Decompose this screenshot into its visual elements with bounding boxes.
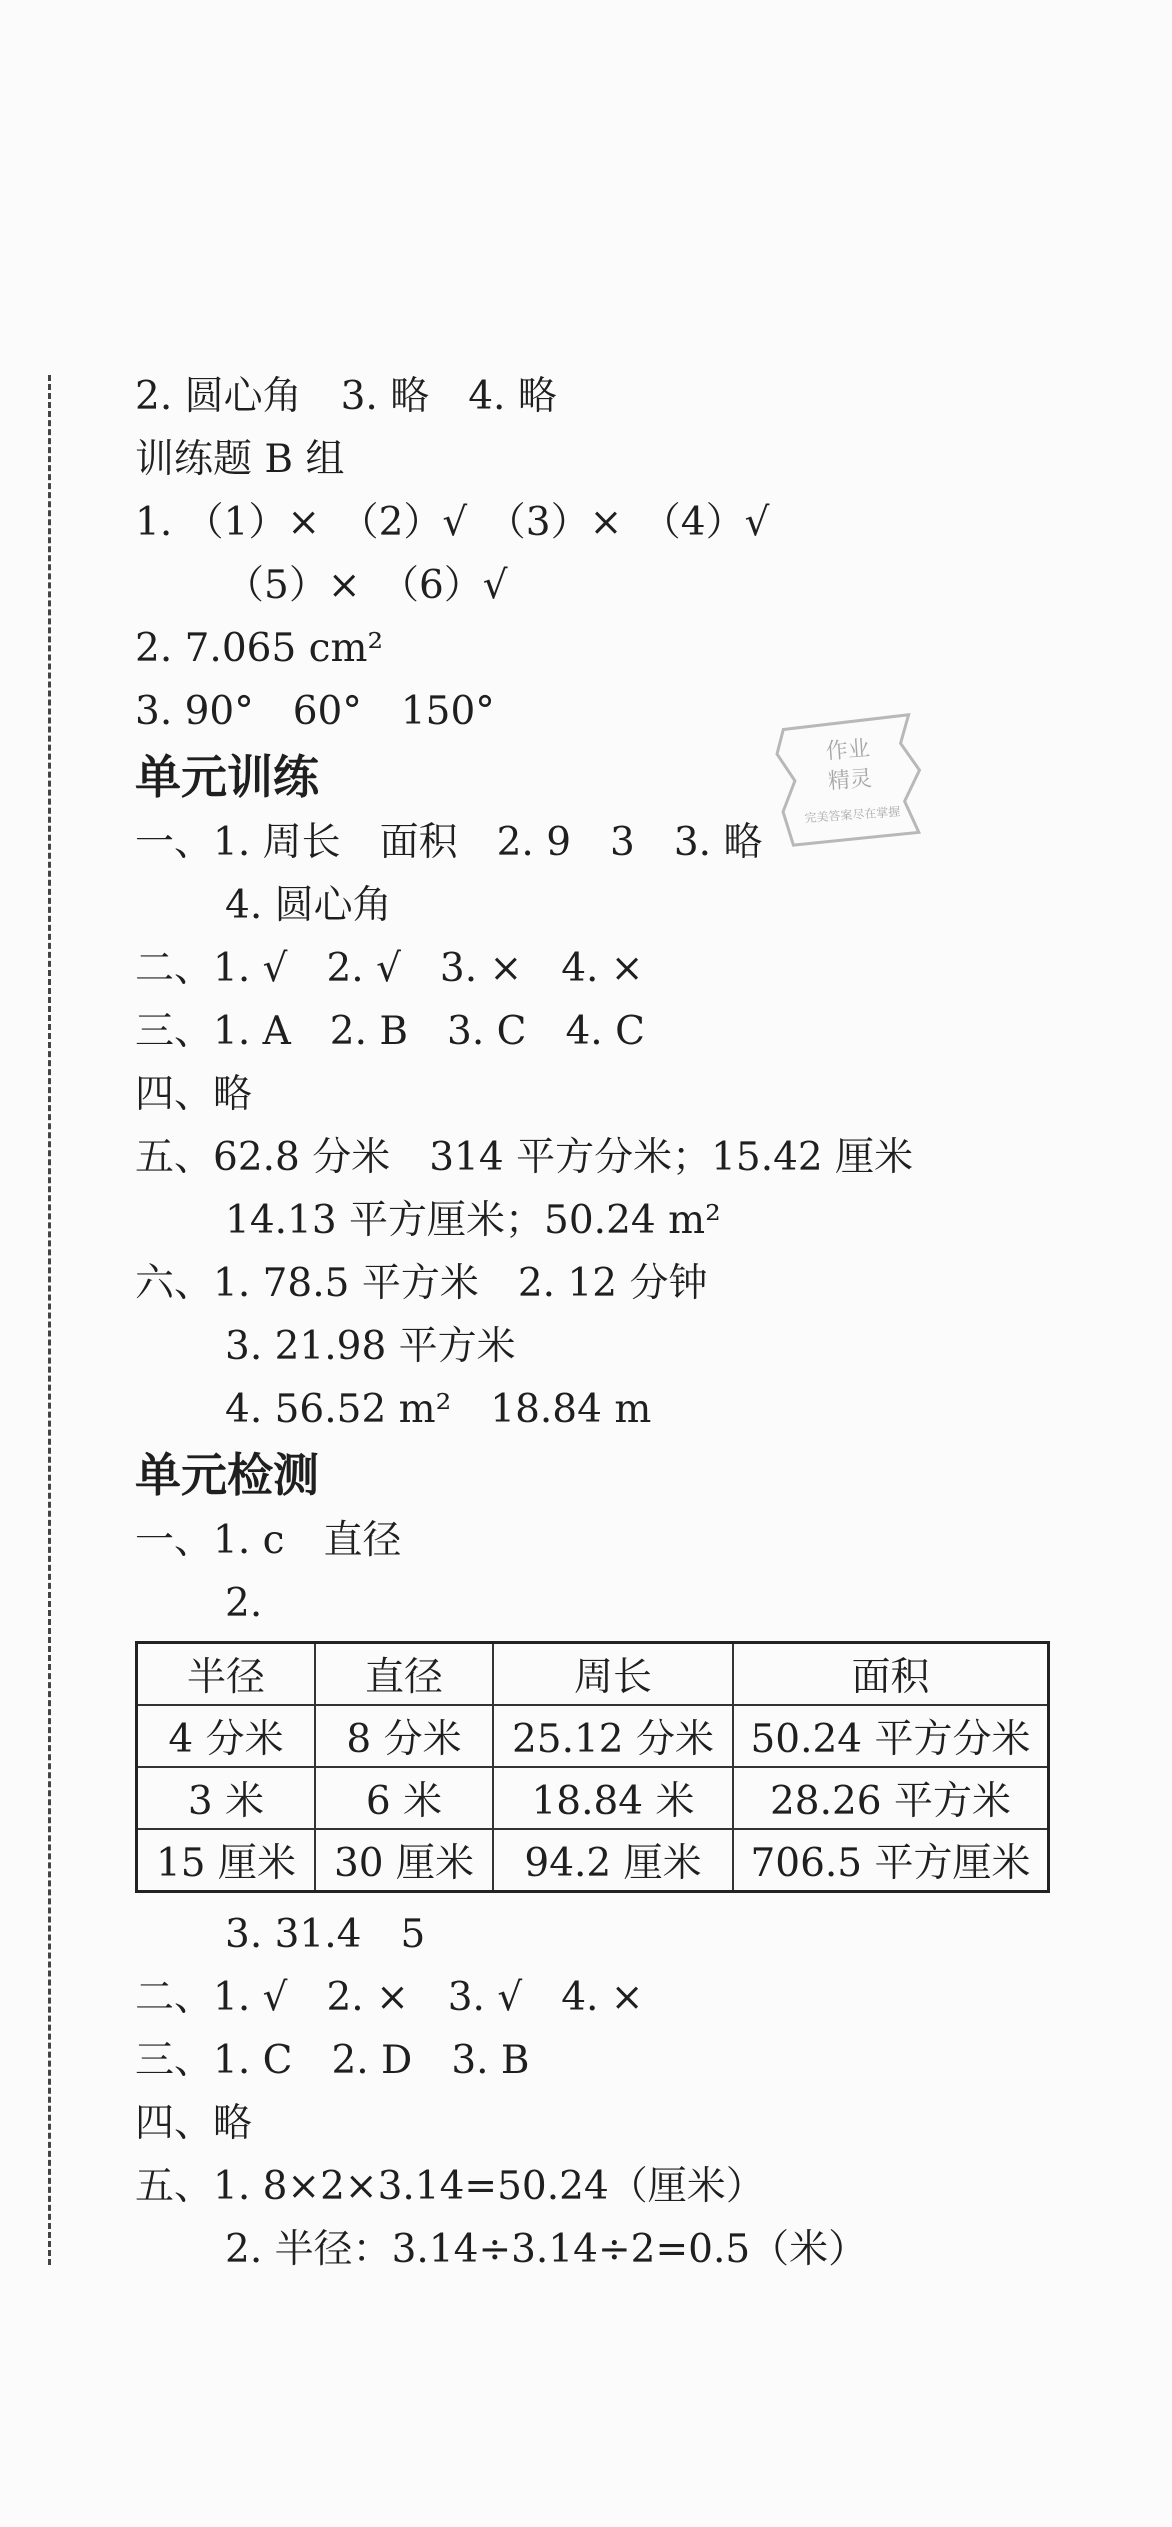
- answer-line: 四、略: [135, 1072, 253, 1117]
- answer-line: 一、1. c 直径: [135, 1518, 402, 1563]
- table-cell: 15 厘米: [137, 1829, 316, 1892]
- watermark-stamp-logo: [771, 710, 930, 850]
- circle-table-wrap: [135, 1641, 1075, 1893]
- answer-line: 二、1. √ 2. × 3. √ 4. ×: [135, 1975, 644, 2020]
- answer-line: 3. 90° 60° 150°: [135, 689, 495, 734]
- table-cell: 25.12 分米: [493, 1705, 733, 1767]
- answer-group-unit-training: [135, 811, 1075, 1441]
- answer-line: 五、1. 8×2×3.14=50.24（厘米）: [135, 2164, 765, 2209]
- table-header-cell: 直径: [315, 1643, 493, 1706]
- answer-line: （5）× （6）√: [225, 563, 508, 608]
- table-header-cell: 面积: [733, 1643, 1049, 1706]
- stamp-line2: 精灵: [827, 766, 873, 795]
- answer-line: 三、1. A 2. B 3. C 4. C: [135, 1009, 645, 1054]
- table-cell: 18.84 米: [493, 1767, 733, 1829]
- answer-line: 1. （1）× （2）√ （3）× （4）√: [135, 500, 770, 545]
- answer-line: 14.13 平方厘米；50.24 m²: [225, 1198, 721, 1243]
- table-header-row: [137, 1643, 1049, 1706]
- section-heading-unit-training: 单元训练: [135, 750, 319, 804]
- table-cell: 94.2 厘米: [493, 1829, 733, 1892]
- table-header-cell: 半径: [137, 1643, 316, 1706]
- answer-line: 训练题 B 组: [135, 437, 345, 482]
- table-cell: 3 米: [137, 1767, 316, 1829]
- answer-line: 五、62.8 分米 314 平方分米；15.42 厘米: [135, 1135, 914, 1180]
- table-cell: 4 分米: [137, 1705, 316, 1767]
- answer-line: 2.: [225, 1581, 263, 1626]
- answer-line: 4. 圆心角: [225, 883, 392, 928]
- answer-group-b-training: [135, 365, 1075, 743]
- answer-line: 四、略: [135, 2101, 253, 2146]
- answer-line: 3. 31.4 5: [225, 1912, 426, 1957]
- table-row: [137, 1829, 1049, 1892]
- binding-dashed-line: [48, 375, 51, 2265]
- answer-line: 三、1. C 2. D 3. B: [135, 2038, 530, 2083]
- table-row: [137, 1767, 1049, 1829]
- answer-group-unit-test-part2: [135, 1903, 1075, 2281]
- answer-line: 3. 21.98 平方米: [225, 1324, 516, 1369]
- answer-content: [135, 365, 1075, 2281]
- table-header-cell: 周长: [493, 1643, 733, 1706]
- table-row: [137, 1705, 1049, 1767]
- table-cell: 6 米: [315, 1767, 493, 1829]
- stamp-line1: 作业: [825, 736, 871, 765]
- table-cell: 28.26 平方米: [733, 1767, 1049, 1829]
- answer-line: 2. 圆心角 3. 略 4. 略: [135, 374, 557, 419]
- table-cell: 30 厘米: [315, 1829, 493, 1892]
- table-cell: 8 分米: [315, 1705, 493, 1767]
- answer-line: 4. 56.52 m² 18.84 m: [225, 1387, 652, 1432]
- stamp-line3: 完美答案尽在掌握: [804, 804, 901, 826]
- answer-group-unit-test-part1: [135, 1509, 1075, 1635]
- table-cell: 706.5 平方厘米: [733, 1829, 1049, 1892]
- answer-line: 一、1. 周长 面积 2. 9 3 3. 略: [135, 820, 763, 865]
- table-cell: 50.24 平方分米: [733, 1705, 1049, 1767]
- section-heading-unit-test: 单元检测: [135, 1448, 319, 1502]
- answer-line: 2. 半径：3.14÷3.14÷2=0.5（米）: [225, 2227, 868, 2272]
- answer-line: 六、1. 78.5 平方米 2. 12 分钟: [135, 1261, 708, 1306]
- circle-measurements-table: [135, 1641, 1050, 1893]
- answer-line: 2. 7.065 cm²: [135, 626, 384, 671]
- answer-line: 二、1. √ 2. √ 3. × 4. ×: [135, 946, 644, 991]
